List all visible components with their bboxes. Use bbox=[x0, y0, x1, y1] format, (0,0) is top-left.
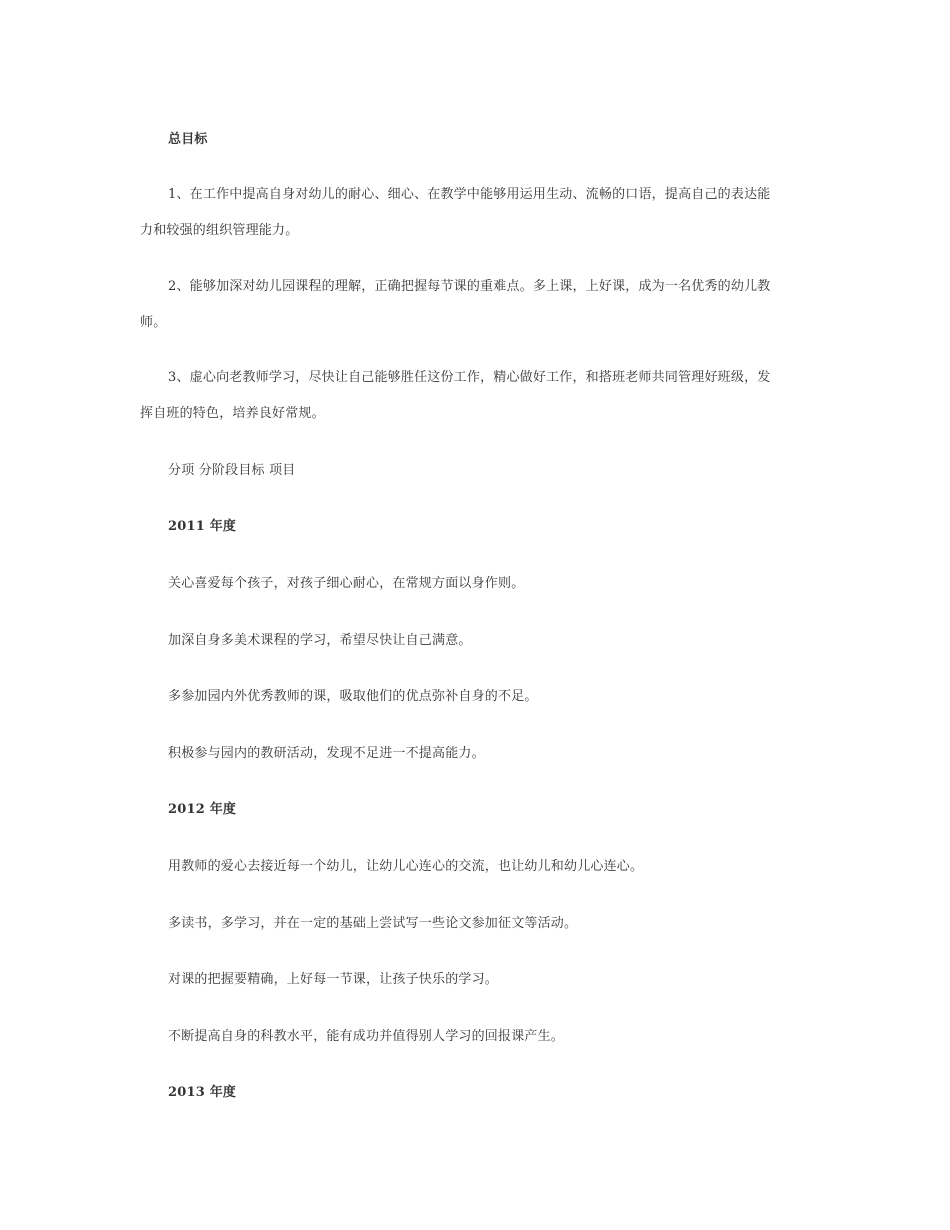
section-subheading: 分项 分阶段目标 项目 bbox=[168, 463, 296, 478]
year-2011-heading: 2011 年度 bbox=[168, 519, 237, 534]
goal-2-line-2: 师。 bbox=[140, 315, 167, 330]
goal-3-line-1: 3、虚心向老教师学习，尽快让自己能够胜任这份工作，精心做好工作，和搭班老师共同管理好班级，发 bbox=[168, 370, 771, 385]
goal-heading: 总目标 bbox=[168, 132, 208, 147]
year-2011-item-2: 加深自身多美术课程的学习，希望尽快让自己满意。 bbox=[168, 633, 472, 648]
goal-1-line-1: 1、在工作中提高自身对幼儿的耐心、细心、在教学中能够用运用生动、流畅的口语，提高自己的表达能 bbox=[168, 187, 771, 202]
year-2012-heading: 2012 年度 bbox=[168, 802, 237, 817]
year-2011-item-1: 关心喜爱每个孩子，对孩子细心耐心，在常规方面以身作则。 bbox=[168, 576, 525, 591]
goal-2-line-1: 2、能够加深对幼儿园课程的理解，正确把握每节课的重难点。多上课，上好课，成为一名优秀的幼儿教 bbox=[168, 279, 771, 294]
year-2012-item-4: 不断提高自身的科教水平，能有成功并值得别人学习的回报课产生。 bbox=[168, 1029, 565, 1044]
year-2013-heading: 2013 年度 bbox=[168, 1085, 237, 1100]
year-2012-item-3: 对课的把握要精确，上好每一节课，让孩子快乐的学习。 bbox=[168, 972, 499, 987]
year-2012-item-2: 多读书，多学习，并在一定的基础上尝试写一些论文参加征文等活动。 bbox=[168, 916, 578, 931]
goal-3-line-2: 挥自班的特色，培养良好常规。 bbox=[140, 406, 325, 421]
year-2011-item-3: 多参加园内外优秀教师的课，吸取他们的优点弥补自身的不足。 bbox=[168, 689, 538, 704]
year-2012-item-1: 用教师的爱心去接近每一个幼儿，让幼儿心连心的交流，也让幼儿和幼儿心连心。 bbox=[168, 859, 644, 874]
goal-1-line-2: 力和较强的组织管理能力。 bbox=[140, 223, 299, 238]
year-2011-item-4: 积极参与园内的教研活动，发现不足进一不提高能力。 bbox=[168, 746, 485, 761]
